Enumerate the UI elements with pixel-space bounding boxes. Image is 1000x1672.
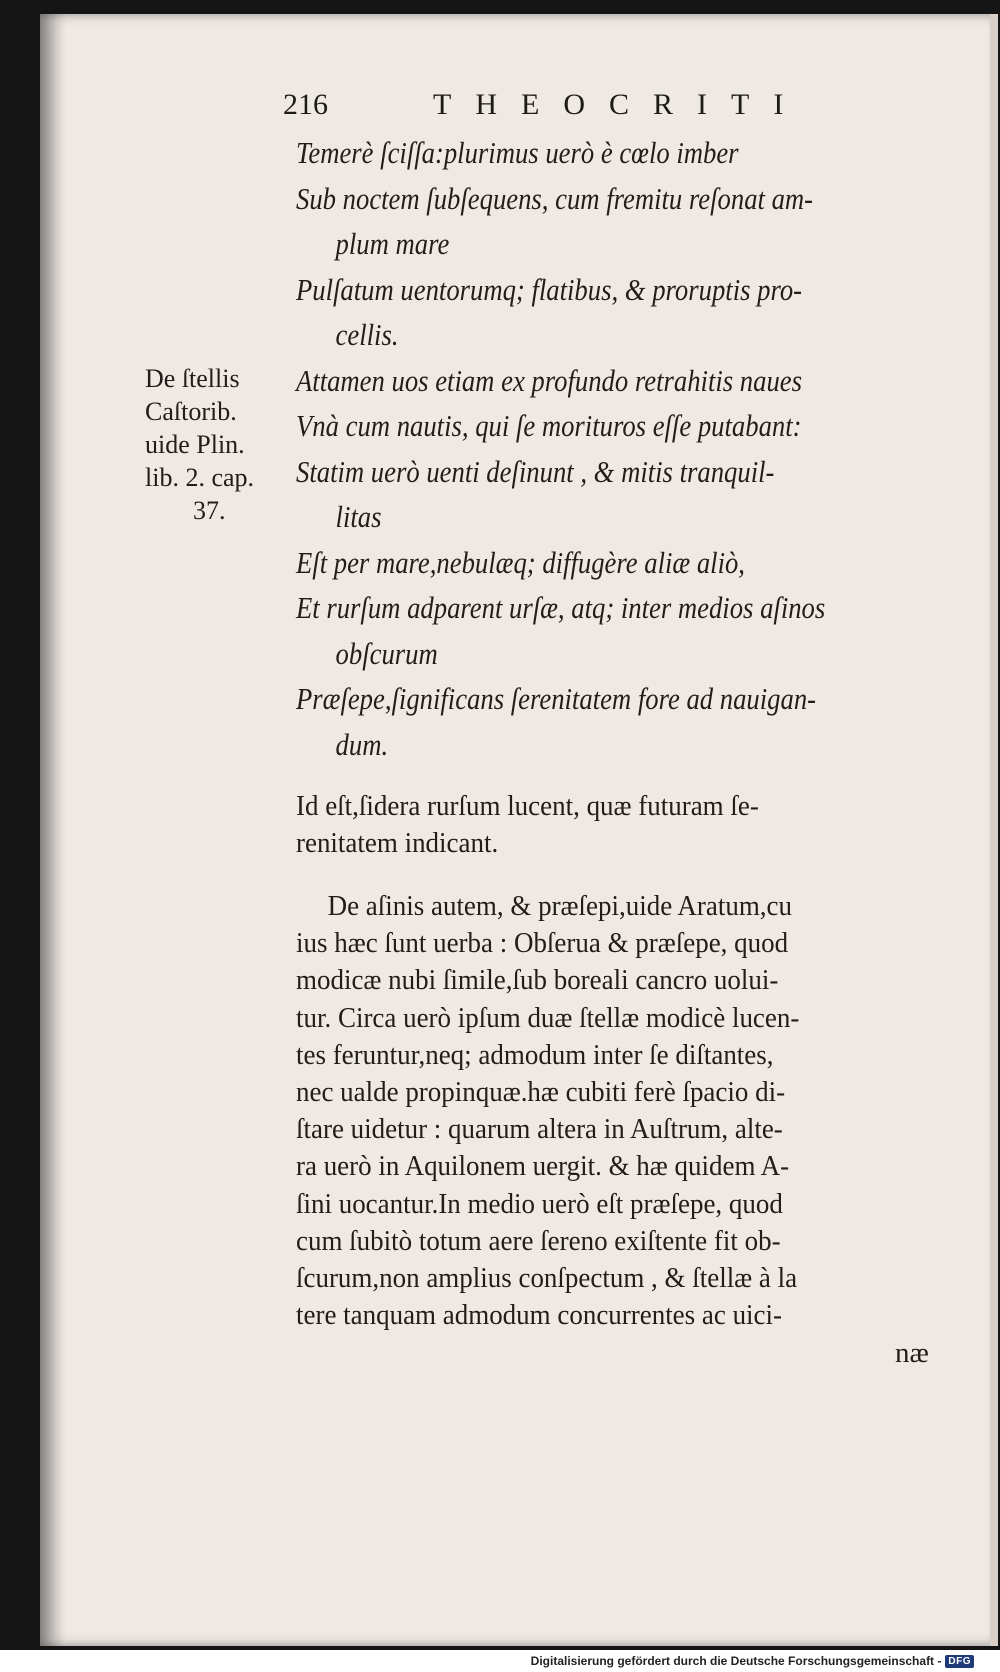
verse-line: Et rurſum adparent urſæ, atq; inter medios aſinos <box>296 590 826 625</box>
commentary-line: ſtare uidetur : quarum altera in Auſtrum, alte- <box>296 1113 783 1146</box>
commentary-line: ra uerò in Aquilonem uergit. & hæ quidem A- <box>296 1150 790 1183</box>
commentary-line: modicæ nubi ſimile,ſub boreali cancro uolui- <box>296 964 779 997</box>
catchword: næ <box>895 1337 929 1369</box>
commentary-line: cum ſubitò totum aere ſereno exiſtente fit ob- <box>296 1224 781 1257</box>
page-edge <box>990 14 998 1646</box>
commentary-line: tur. Circa uerò ipſum duæ ſtellæ modicè lucen- <box>296 1001 800 1034</box>
page-number: 216 <box>283 88 328 121</box>
page-header <box>283 88 823 132</box>
footer-text: Digitalisierung gefördert durch die Deutsche Forschungsgemeinschaft - <box>530 1654 942 1668</box>
commentary-line: ſcurum,non amplius conſpectum , & ſtellæ à la <box>296 1262 798 1295</box>
marginal-note <box>145 362 290 527</box>
marginal-note-line: De ſtellis <box>145 364 240 393</box>
verse-line: Sub noctem ſubſequens, cum fremitu reſonat am- <box>296 180 814 216</box>
verse-line: litas <box>335 499 382 534</box>
marginal-note-line: Caſtorib. <box>145 397 237 426</box>
verse-line: dum. <box>335 726 389 762</box>
dfg-logo: DFG <box>945 1655 974 1668</box>
commentary-paragraph-1 <box>296 788 938 862</box>
verse-line: Temerè ſciſſa:plurimus uerò è cœlo imber <box>296 135 739 170</box>
commentary-line: De aſinis autem, & præſepi,uide Aratum,cu <box>327 890 793 922</box>
commentary-line: nec ualde propinquæ.hæ cubiti ferè ſpacio di- <box>296 1076 786 1109</box>
digitization-footer <box>531 1654 974 1668</box>
commentary-line: ius hæc ſunt uerba : Obſerua & præſepe, quod <box>296 927 789 960</box>
verse-block <box>296 130 868 767</box>
marginal-note-line: uide Plin. <box>145 430 245 459</box>
verse-line: obſcurum <box>335 635 438 671</box>
verse-line: Eſt per mare,nebulæq; diffugère aliæ aliò, <box>296 544 745 580</box>
verse-line: Vnà cum nautis, qui ſe morituros eſſe putabant: <box>296 408 802 443</box>
verse-line: Attamen uos etiam ex profundo retrahitis naues <box>296 362 803 398</box>
verse-line: Præſepe,ſignificans ſerenitatem fore ad nauigan- <box>296 681 817 716</box>
commentary-line: tere tanquam admodum concurrentes ac uici- <box>296 1299 783 1332</box>
verse-line: Pulſatum uentorumq; flatibus, & proruptis pro- <box>296 271 803 307</box>
commentary-line: ſini uocantur.In medio uerò eſt præſepe, quod <box>296 1187 783 1220</box>
verse-line: Statim uerò uenti deſinunt , & mitis tranquil- <box>296 453 775 489</box>
marginal-note-line: lib. 2. cap. <box>145 463 255 492</box>
gutter-shadow <box>40 14 66 1646</box>
verse-line: plum mare <box>335 226 450 261</box>
verse-line: cellis. <box>335 317 399 352</box>
running-title: THEOCRITI <box>433 88 808 121</box>
commentary-line: renitatem indicant. <box>296 827 499 860</box>
commentary-line: Id eſt,ſidera rurſum lucent, quæ futuram ſe- <box>296 790 759 822</box>
commentary-paragraph-2 <box>296 888 938 1334</box>
marginal-note-line: 37. <box>193 496 226 525</box>
commentary-line: tes feruntur,neq; admodum inter ſe diſtantes, <box>296 1038 774 1071</box>
